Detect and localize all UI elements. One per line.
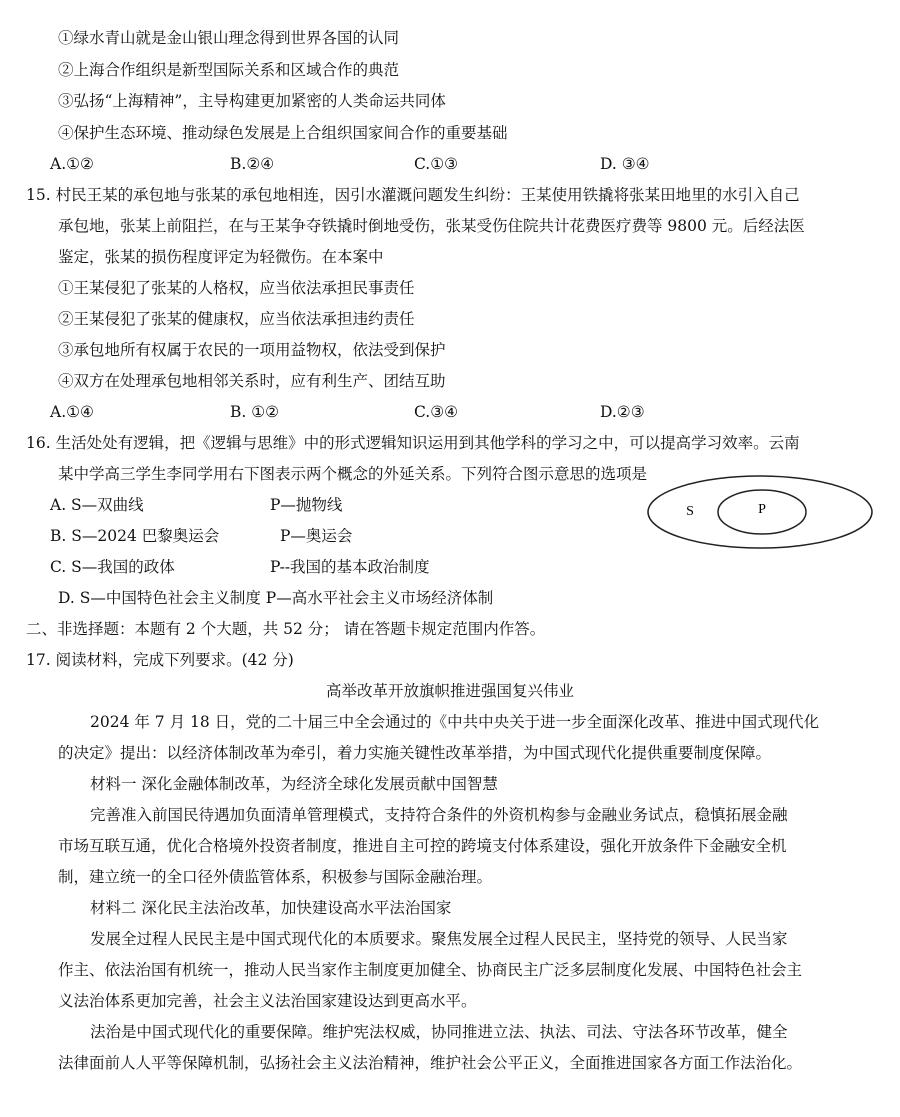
q17-material-1-line-2: 市场互联互通，优化合格境外投资者制度，推进自主可控的跨境支付体系建设，强化开放条件下金融安全机 — [58, 837, 787, 855]
q16-option-b-s: B. S—2024 巴黎奥运会 — [50, 527, 220, 545]
q14-item-3: ③弘扬“上海精神”，主导构建更加紧密的人类命运共同体 — [58, 92, 446, 110]
q17-material-2-line-2: 作主、依法治国有机统一，推动人民当家作主制度更加健全、协商民主广泛多层制度化发展、中国特色社会主 — [58, 961, 803, 979]
q15-stem-line-3: 鉴定，张某的损伤程度评定为轻微伤。在本案中 — [58, 248, 384, 266]
venn-label-s: S — [686, 504, 694, 520]
q17-material-1-line-3: 制，建立统一的全口径外债监管体系，积极参与国际金融治理。 — [58, 868, 493, 886]
q16-option-a-p: P—抛物线 — [270, 496, 343, 514]
q15-item-3: ③承包地所有权属于农民的一项用益物权，依法受到保护 — [58, 341, 446, 359]
q14-option-b: B.②④ — [230, 155, 275, 173]
q16-option-c-s: C. S—我国的政体 — [50, 558, 175, 576]
q17-material-2-para2-line-2: 法律面前人人平等保障机制，弘扬社会主义法治精神，维护社会公平正义，全面推进国家各方面工作法治化。 — [58, 1054, 803, 1072]
q14-item-1: ①绿水青山就是金山银山理念得到世界各国的认同 — [58, 29, 400, 47]
q16-option-b-p: P—奥运会 — [280, 527, 353, 545]
venn-label-p: P — [758, 502, 766, 518]
q14-item-2: ②上海合作组织是新型国际关系和区域合作的典范 — [58, 61, 400, 79]
q16-option-d: D. S—中国特色社会主义制度 P—高水平社会主义市场经济体制 — [58, 589, 494, 607]
q17-material-2-line-1: 发展全过程人民民主是中国式现代化的本质要求。聚焦发展全过程人民民主，坚持党的领导、人民当家 — [90, 930, 788, 948]
q17-heading: 17. 阅读材料，完成下列要求。(42 分) — [26, 651, 294, 669]
q17-material-1-title: 材料一 深化金融体制改革，为经济全球化发展贡献中国智慧 — [90, 775, 498, 793]
q15-item-1: ①王某侵犯了张某的人格权，应当依法承担民事责任 — [58, 279, 415, 297]
q15-option-d: D.②③ — [600, 403, 645, 421]
q14-option-a: A.①② — [50, 155, 94, 173]
q15-option-b: B. ①② — [230, 403, 280, 421]
q15-item-4: ④双方在处理承包地相邻关系时，应有利生产、团结互助 — [58, 372, 446, 390]
q14-option-c: C.①③ — [414, 155, 459, 173]
q17-material-2-title: 材料二 深化民主法治改革，加快建设高水平法治国家 — [90, 899, 452, 917]
q17-intro-line-1: 2024 年 7 月 18 日，党的二十届三中全会通过的《中共中央关于进一步全面深化改革、推进中国式现代化 — [90, 713, 820, 731]
q14-item-4: ④保护生态环境、推动绿色发展是上合组织国家间合作的重要基础 — [58, 124, 508, 142]
venn-diagram — [644, 472, 876, 552]
q17-intro-line-2: 的决定》提出：以经济体制改革为牵引，着力实施关键性改革举措，为中国式现代化提供重要制度保障。 — [58, 744, 772, 762]
q16-stem-line-1: 16. 生活处处有逻辑，把《逻辑与思维》中的形式逻辑知识运用到其他学科的学习之中，可以提高学习效率。云南 — [26, 434, 800, 452]
q15-stem-line-2: 承包地，张某上前阻拦，在与王某争夺铁撬时倒地受伤，张某受伤住院共计花费医疗费等 9800 元。后经法医 — [58, 217, 805, 235]
q17-material-1-line-1: 完善准入前国民待遇加负面清单管理模式，支持符合条件的外资机构参与金融业务试点，稳慎拓展金融 — [90, 806, 788, 824]
section-two-heading: 二、非选择题：本题有 2 个大题，共 52 分； 请在答题卡规定范围内作答。 — [26, 620, 546, 638]
q17-material-2-line-3: 义法治体系更加完善，社会主义法治国家建设达到更高水平。 — [58, 992, 477, 1010]
q14-option-d: D. ③④ — [600, 155, 650, 173]
q16-stem-line-2: 某中学高三学生李同学用右下图表示两个概念的外延关系。下列符合图示意思的选项是 — [58, 465, 648, 483]
q15-option-a: A.①④ — [50, 403, 94, 421]
q17-material-2-para2-line-1: 法治是中国式现代化的重要保障。维护宪法权威，协同推进立法、执法、司法、守法各环节改革，健全 — [90, 1023, 788, 1041]
q16-option-c-p: P--我国的基本政治制度 — [270, 558, 430, 576]
q15-option-c: C.③④ — [414, 403, 459, 421]
q17-material-title: 高举改革开放旗帜推进强国复兴伟业 — [325, 682, 574, 700]
q16-option-a-s: A. S—双曲线 — [50, 496, 144, 514]
q15-stem-line-1: 15. 村民王某的承包地与张某的承包地相连，因引水灌溉问题发生纠纷：王某使用铁撬将张某田地里的水引入自己 — [26, 186, 800, 204]
q15-item-2: ②王某侵犯了张某的健康权，应当依法承担违约责任 — [58, 310, 415, 328]
